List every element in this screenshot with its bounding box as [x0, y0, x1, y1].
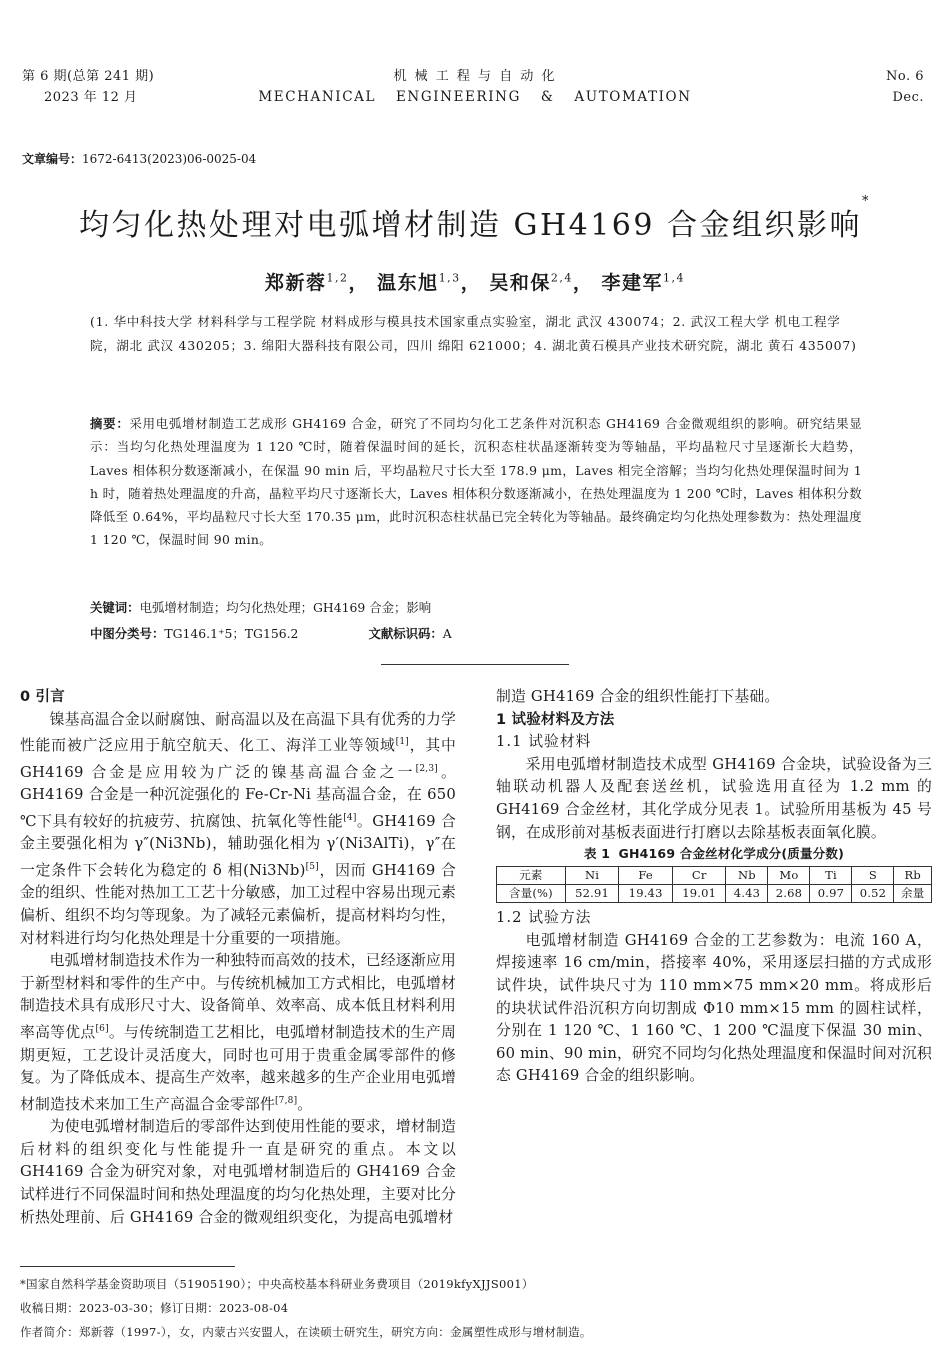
method-paragraph: 电弧增材制造 GH4169 合金的工艺参数为：电流 160 A，焊接速率 16 cm/min，搭接率 40%，采用逐层扫描的方式成形试件块，试件块尺寸为 110 mm×75 mm×20 mm。将成形后的块状试件沿沉积方向切割成 Φ10 mm×15 mm 的圆柱试样，分别在 1 120 ℃、1 160 ℃、1 200 ℃温度下保温 30 min、60 min、90 min，研究不同均匀化热处理温度和保温时间对沉积态 GH4169 合金的组织影响。: [496, 931, 932, 1085]
table-header-cell: Fe: [619, 867, 673, 885]
clc-value: TG146.1⁺5；TG156.2: [164, 626, 299, 641]
keywords: [90, 596, 870, 619]
intro-paragraph-3: 为使电弧增材制造后的零部件达到使用性能的要求，增材制造后材料的组织变化与性能提升一直是研究的重点。本文以 GH4169 合金为研究对象，对电弧增材制造后的 GH4169 合金试样进行不同保温时间和热处理温度的均匀化热处理，主要对比分析热处理前、后 GH4169 合金的微观组织变化，为提高电弧增材: [20, 1118, 456, 1226]
table-cell: 19.43: [619, 885, 673, 903]
author-name: 温东旭: [377, 272, 439, 294]
subsection-heading-1-2: 1.2 试验方法: [496, 909, 592, 927]
table-row: [497, 885, 932, 903]
article-number: [22, 150, 256, 167]
doc-code-label: 文献标识码：: [368, 626, 443, 641]
classification: [90, 622, 870, 645]
table-header-cell: 元素: [497, 867, 566, 885]
author-name: 李建军: [601, 272, 663, 294]
table-cell: 2.68: [768, 885, 810, 903]
materials-paragraph: 采用电弧增材制造技术成型 GH4169 合金块，试验设备为三轴联动机器人及配套送丝机，试验选用直径为 1.2 mm 的 GH4169 合金丝材，其化学成分见表 1。试验所用基板为 45 号钢，在成形前对基板表面进行打磨以去除基板表面氧化膜。: [496, 755, 932, 841]
table-cell: 52.91: [565, 885, 619, 903]
table-cell: 含量(%): [497, 885, 566, 903]
author-name: 吴和保: [489, 272, 551, 294]
journal-name-en: MECHANICAL ENGINEERING & AUTOMATION: [258, 89, 692, 105]
intro-paragraph-1: [20, 709, 456, 951]
affiliations: (1. 华中科技大学 材料科学与工程学院 材料成形与模具技术国家重点实验室，湖北 武汉 430074；2. 武汉工程大学 机电工程学院，湖北 武汉 430205；3. 绵阳大器科技有限公司，四川 绵阳 621000；4. 湖北黄石模具产业技术研究院，湖北 黄石 435007): [90, 314, 857, 353]
article-number-label: 文章编号：: [22, 152, 83, 166]
table-header-cell: Rb: [894, 867, 932, 885]
citation: [1]: [395, 737, 410, 748]
footnote-funding: *国家自然科学基金资助项目（51905190）；中央高校基本科研业务费项目（2019kfyXJJS001）: [20, 1277, 534, 1291]
table-title: GH4169 合金丝材化学成分(质量分数): [618, 846, 844, 862]
citation: [6]: [95, 1024, 109, 1034]
keywords-label: 关键词：: [90, 600, 140, 615]
table-header-cell: S: [852, 867, 894, 885]
table-number: 表 1: [583, 846, 611, 862]
header-issue-date: 2023 年 12 月: [44, 90, 138, 105]
table-cell: 0.52: [852, 885, 894, 903]
title-footnote-mark: *: [862, 194, 872, 209]
table-header-cell: Mo: [768, 867, 810, 885]
author-affil-sup: 1,4: [662, 271, 685, 285]
text-run: 。GH4169 合金主要强化相为 γ″(Ni3Nb)，辅助强化相为 γ′(Ni3AlTi)，γ″在一定条件下会转化为稳定的 δ 相(Ni3Nb): [20, 812, 456, 879]
author-affil-sup: 2,4: [550, 271, 573, 285]
column-left: [20, 686, 456, 1229]
keywords-text: 电弧增材制造；均匀化热处理；GH4169 合金；影响: [139, 600, 432, 615]
article-number-value: 1672-6413(2023)06-0025-04: [82, 152, 257, 166]
abstract-text: 采用电弧增材制造工艺成形 GH4169 合金，研究了不同均匀化工艺条件对沉积态 GH4169 合金微观组织的影响。研究结果显示：当均匀化热处理温度为 1 120 ℃时，随着保温时间的延长，沉积态柱状晶逐渐转变为等轴晶，平均晶粒尺寸呈逐渐长大趋势，Laves 相体积分数逐渐减小，在保温 90 min 后，平均晶粒尺寸长大至 178.9 μm，Laves 相完全溶解；当均匀化热处理保温时间为 1 h 时，随着热处理温度的升高，晶粒平均尺寸逐渐长大，Laves 相体积分数逐渐减小，在热处理温度为 1 200 ℃时，Laves 相体积分数降低至 0.64%，平均晶粒尺寸长大至 170.35 μm，此时沉积态柱状晶已完全转化为等轴晶。最终确定均匀化热处理参数为：热处理温度 1 120 ℃，保温时间 90 min。: [90, 416, 862, 548]
table-cell: 余量: [894, 885, 932, 903]
author-affil-sup: 1,3: [438, 271, 461, 285]
footnote-dates: 收稿日期：2023-03-30；修订日期：2023-08-04: [20, 1301, 289, 1315]
text-run: ，其中 GH4169 合金是应用较为广泛的镍基高温合金之一: [20, 737, 456, 781]
table-header-cell: Nb: [726, 867, 768, 885]
journal-name-cn: 机 械 工 程 与 自 动 化: [393, 69, 557, 84]
footnote-rule: [20, 1266, 235, 1267]
doc-code-value: A: [442, 626, 452, 641]
table-cell: 0.97: [810, 885, 852, 903]
subsection-heading-1-1: 1.1 试验材料: [496, 733, 592, 751]
text-run: 电弧增材制造技术作为一种独特而高效的技术，已经逐渐应用于新型材料和零件的生产中。与传统机械加工方式相比，电弧增材制造技术具有成形尺寸大、设备简单、效率高、成本低且材料利用率高等优点: [20, 952, 456, 1041]
abstract: [90, 412, 862, 552]
text-run: 镍基高温合金以耐腐蚀、耐高温以及在高温下具有优秀的力学性能而被广泛应用于航空航天、化工、海洋工业等领域: [20, 710, 456, 755]
author-affil-sup: 1,2: [326, 271, 349, 285]
table-cell: 4.43: [726, 885, 768, 903]
section-heading-1: 1 试验材料及方法: [496, 711, 615, 728]
header-journal: [0, 66, 950, 108]
header-number: [886, 66, 924, 108]
intro-paragraph-3-continued: 制造 GH4169 合金的组织性能打下基础。: [496, 688, 780, 705]
author-name: 郑新蓉: [265, 272, 327, 294]
table-header-cell: Ti: [810, 867, 852, 885]
citation: [5]: [305, 861, 319, 872]
header-month: Dec.: [892, 90, 924, 105]
text-run: 。: [297, 1095, 313, 1113]
header-no: No. 6: [885, 69, 924, 84]
citation: [7,8]: [274, 1095, 298, 1106]
table-header-row: [497, 867, 932, 885]
citation: [2,3]: [415, 763, 438, 774]
text-run: 。与传统制造工艺相比，电弧增材制造技术的生产周期更短，工艺设计灵活度大，同时也可用于贵重金属零部件的修复。为了降低成本、提高生产效率，越来越多的生产企业用电弧增材制造技术来加工生产高温合金零部件: [20, 1023, 456, 1113]
section-heading-intro: 0 引言: [20, 689, 65, 705]
text-run: 。GH4169 合金是一种沉淀强化的 Fe-Cr-Ni 基高温合金，在 650 ℃下具有较好的抗疲劳、抗腐蚀、抗氧化等性能: [20, 763, 456, 830]
table-cell: 19.01: [672, 885, 726, 903]
composition-table: [496, 866, 932, 903]
table-header-cell: Cr: [672, 867, 726, 885]
abstract-divider: [381, 664, 569, 665]
header-issue-number: 第 6 期(总第 241 期): [22, 69, 155, 84]
intro-paragraph-2: [20, 950, 456, 1116]
clc-label: 中图分类号：: [90, 626, 165, 641]
footnote-author-bio: 作者简介：郑新蓉（1997-），女，内蒙古兴安盟人，在读硕士研究生，研究方向：金属塑性成形与增材制造。: [20, 1325, 592, 1339]
author-list: 郑新蓉$^{1,2}$， 温东旭$^{1,3}$， 吴和保$^{2,4}$， 李建军$^{1,4}$: [265, 271, 685, 294]
column-right: [496, 686, 932, 1088]
paper-title: [0, 194, 950, 244]
abstract-label: 摘要：: [90, 416, 130, 431]
citation: [4]: [343, 812, 357, 823]
table-caption: [496, 844, 932, 864]
paper-title-text: 均匀化热处理对电弧增材制造 GH4169 合金组织影响: [78, 208, 863, 243]
text-run: ，因而 GH4169 合金的组织、性能对热加工工艺十分敏感，加工过程中容易出现元素偏析、组织不均匀等现象。为了减轻元素偏析，提高材料均匀性，对材料进行均匀化热处理是十分重要的一项措施。: [20, 861, 456, 947]
table-header-cell: Ni: [565, 867, 619, 885]
